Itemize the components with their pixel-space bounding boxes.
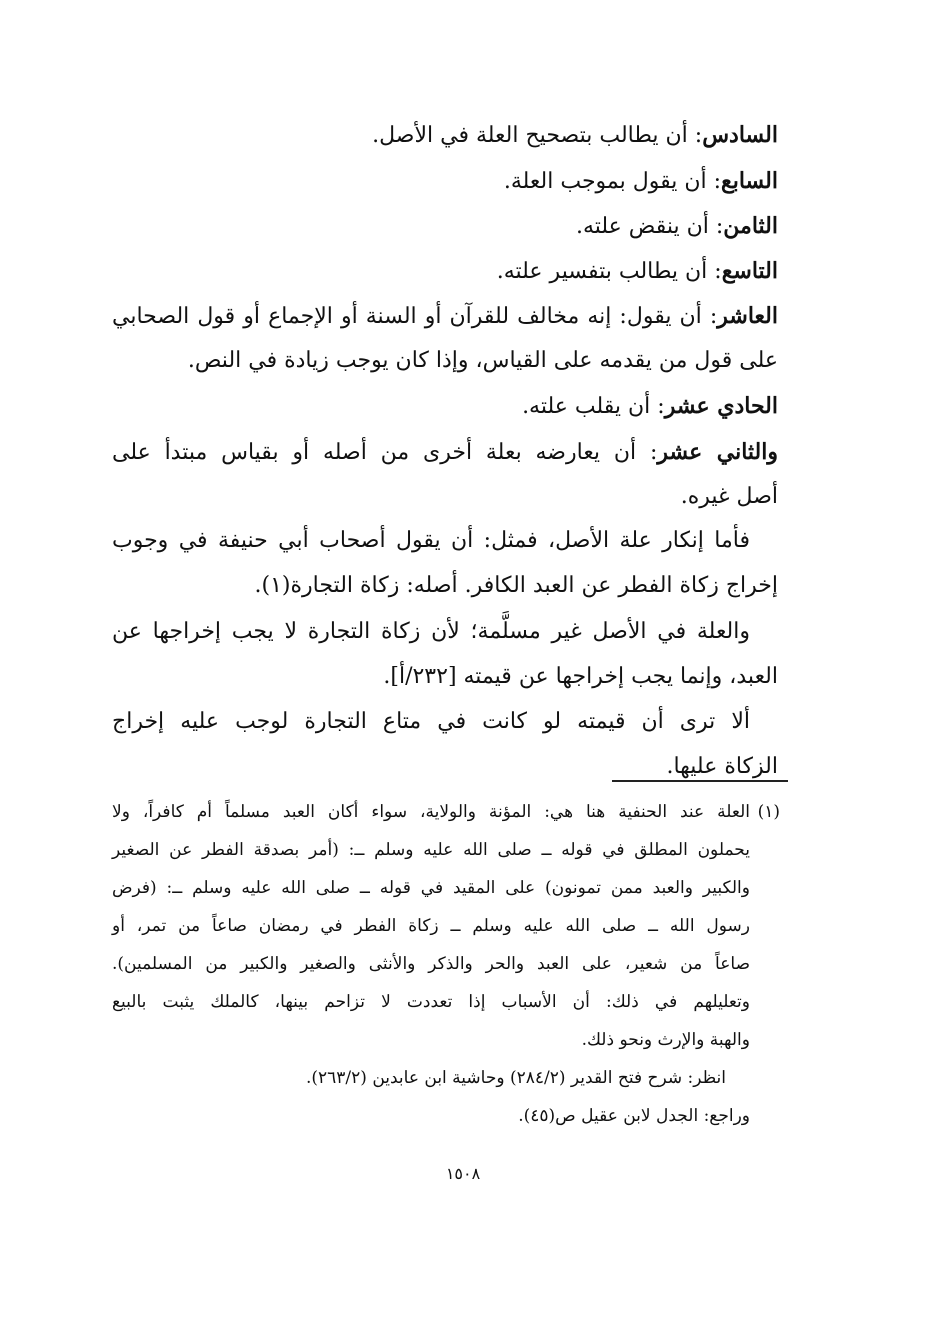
footnote-number: (١)	[757, 802, 780, 822]
footnote-line: وتعليلهم في ذلك: أن الأسباب إذا تعددت لا تزاحم بينها، كالملك يثبت بالبيع	[112, 992, 750, 1012]
footnote-line: والكبير والعبد ممن تمونون) على المقيد في قوله ــ صلى الله عليه وسلم ــ: (فرض	[112, 878, 750, 898]
body-line: على قول من يقدمه على القياس، وإذا كان يوجب زيادة في النص.	[187, 348, 778, 373]
item-text: : أن يقول بموجب العلة.	[503, 169, 722, 194]
body-line: والعلة في الأصل غير مسلَّمة؛ لأن زكاة التجارة لا يجب إخراجها عن	[112, 619, 750, 644]
body-line: إخراج زكاة الفطر عن العبد الكافر. أصله: زكاة التجارة(١).	[254, 573, 778, 598]
term: العاشر	[717, 303, 778, 329]
term: والثاني عشر	[657, 439, 778, 465]
term: السابع	[721, 168, 778, 194]
body-line: فأما إنكار علة الأصل، فمثل: أن يقول أصحاب أبي حنيفة في وجوب	[112, 528, 750, 553]
footnote-line: صاعاً من شعير، على العبد والحر والذكر والأنثى والصغير والكبير من المسلمين).	[112, 954, 750, 974]
footnote-line: وراجع: الجدل لابن عقيل ص(٤٥).	[518, 1106, 750, 1126]
footnote-line: يحملون المطلق في قوله ــ صلى الله عليه وسلم ــ: (أمر بصدقة الفطر عن الصغير	[112, 840, 750, 860]
item-sixth	[372, 120, 778, 151]
body-line: أصل غيره.	[680, 484, 778, 509]
item-tenth	[112, 301, 778, 332]
term: التاسع	[721, 258, 778, 284]
footnote-line: العلة عند الحنفية هنا هي: المؤنة والولاية، سواء أكان العبد مسلماً أم كافراً، ولا	[112, 802, 750, 822]
item-ninth	[497, 256, 778, 287]
page-number: ١٥٠٨	[445, 1164, 481, 1183]
footnote-separator	[612, 780, 788, 782]
item-twelfth	[112, 437, 778, 468]
item-text: : أن يعارضه بعلة أخرى من أصله أو بقياس مبتدأ على	[112, 440, 658, 465]
term: الثامن	[723, 213, 778, 239]
item-text: : أن يطالب بتفسير علته.	[496, 259, 722, 284]
item-eighth	[576, 211, 778, 242]
footnote-line: رسول الله ــ صلى الله عليه وسلم ــ زكاة الفطر في رمضان صاعاً من تمر، أو	[112, 916, 750, 936]
item-seventh	[504, 166, 778, 197]
term: الحادي عشر	[664, 393, 778, 419]
footnote-line: والهبة والإرث ونحو ذلك.	[581, 1030, 750, 1050]
body-line: العبد، وإنما يجب إخراجها عن قيمته [٢٣٢/أ].	[383, 664, 778, 689]
footnote-line: انظر: شرح فتح القدير (٢٨٤/٢) وحاشية ابن عابدين (٢٦٣/٢).	[305, 1068, 726, 1088]
body-line: ألا ترى أن قيمته لو كانت في متاع التجارة لوجب عليه إخراج	[112, 709, 750, 734]
item-text: : أن يقول: إنه مخالف للقرآن أو السنة أو الإجماع أو قول الصحابي	[112, 304, 718, 329]
item-text: : أن يطالب بتصحيح العلة في الأصل.	[372, 123, 703, 148]
term: السادس	[702, 122, 778, 148]
body-line: الزكاة عليها.	[666, 754, 778, 779]
item-text: : أن ينقض علته.	[575, 214, 724, 239]
item-text: : أن يقلب علته.	[522, 394, 665, 419]
item-eleventh	[522, 391, 778, 422]
